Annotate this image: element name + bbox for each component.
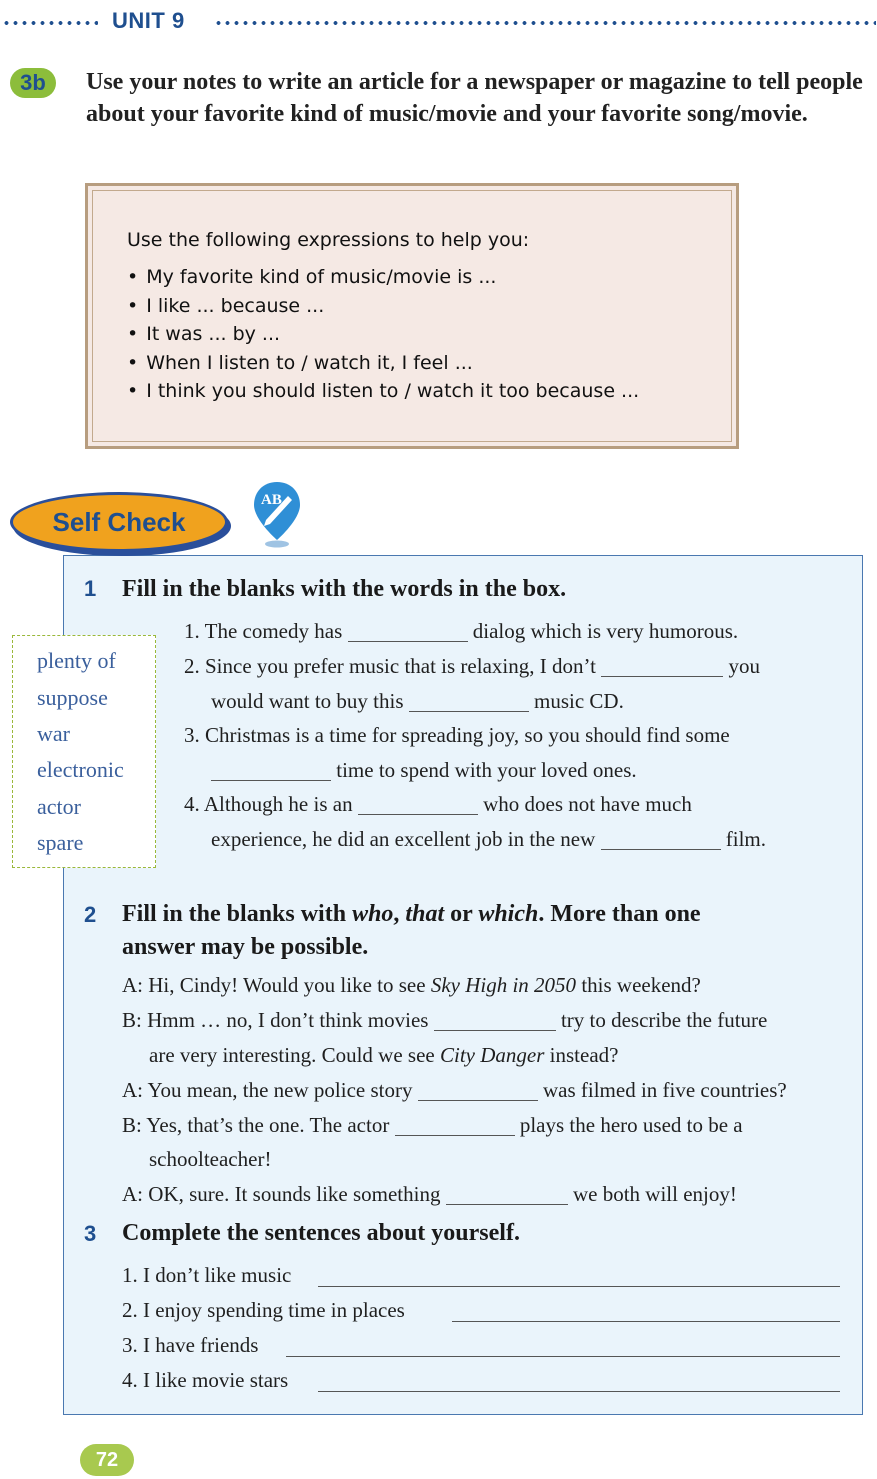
title-word: which bbox=[478, 901, 539, 927]
title-text: Fill in the blanks with bbox=[122, 901, 353, 927]
expressions-box bbox=[85, 183, 739, 449]
answer-line[interactable] bbox=[452, 1305, 840, 1322]
exercise-1-item bbox=[184, 792, 692, 817]
exercise-1-item bbox=[184, 619, 738, 644]
dialog-text: A: OK, sure. It sounds like something bbox=[122, 1182, 441, 1206]
item-text: I enjoy spending time in places bbox=[143, 1298, 405, 1322]
item-number: 3. bbox=[122, 1333, 138, 1357]
exercise-1-item-continued bbox=[211, 758, 637, 783]
section-2-title-line-2: answer may be possible. bbox=[122, 934, 369, 960]
exercise-3-item bbox=[122, 1298, 405, 1323]
answer-blank[interactable] bbox=[601, 828, 721, 850]
section-2-title bbox=[122, 898, 701, 931]
exercise-3-item bbox=[122, 1263, 291, 1288]
dialog-text: schoolteacher! bbox=[149, 1147, 272, 1171]
answer-blank[interactable] bbox=[601, 655, 723, 677]
exercise-1-item bbox=[184, 723, 730, 748]
exercise-3-item bbox=[122, 1333, 258, 1358]
item-number: 4. bbox=[122, 1368, 138, 1392]
item-text: experience, he did an excellent job in the new bbox=[211, 827, 596, 851]
item-text: would want to buy this bbox=[211, 689, 404, 713]
item-text: time to spend with your loved ones. bbox=[336, 758, 637, 782]
dialog-line bbox=[122, 973, 701, 998]
movie-title: Sky High in 2050 bbox=[430, 973, 577, 997]
answer-blank[interactable] bbox=[211, 759, 331, 781]
item-text: who does not have much bbox=[483, 792, 692, 816]
self-check-badge bbox=[10, 492, 228, 552]
answer-blank[interactable] bbox=[348, 620, 468, 642]
answer-line[interactable] bbox=[318, 1375, 840, 1392]
section-1-title: Fill in the blanks with the words in the box. bbox=[122, 576, 567, 602]
task-instruction-3b: Use your notes to write an article for a newspaper or magazine to tell people about your favorite kind of music/movie and your favorite song/movie. bbox=[86, 69, 863, 127]
answer-blank[interactable] bbox=[434, 1009, 556, 1031]
dialog-text: B: Yes, that’s the one. The actor bbox=[122, 1113, 390, 1137]
item-text: Christmas is a time for spreading joy, so you should find some bbox=[205, 723, 730, 747]
answer-blank[interactable] bbox=[395, 1114, 515, 1136]
dialog-text: A: You mean, the new police story bbox=[122, 1078, 413, 1102]
item-text: music CD. bbox=[534, 689, 624, 713]
dialog-line bbox=[122, 1113, 743, 1138]
dialog-text: instead? bbox=[544, 1043, 619, 1067]
expression-item: • My favorite kind of music/movie is ... bbox=[127, 263, 731, 292]
dialog-line bbox=[122, 1182, 737, 1207]
item-text: Since you prefer music that is relaxing, I don’t bbox=[205, 654, 596, 678]
word-box-item: war bbox=[37, 721, 70, 746]
dialog-text: was filmed in five countries? bbox=[542, 1078, 787, 1102]
item-text: The comedy has bbox=[204, 619, 343, 643]
dialog-line-continued bbox=[149, 1043, 618, 1068]
exercise-1-item-continued bbox=[211, 689, 624, 714]
exercise-1-item-continued bbox=[211, 827, 766, 852]
section-2-number: 2 bbox=[84, 902, 97, 927]
exercise-3-item bbox=[122, 1368, 288, 1393]
answer-blank[interactable] bbox=[409, 690, 529, 712]
self-check-label: Self Check bbox=[52, 507, 186, 537]
dialog-text: plays the hero used to be a bbox=[519, 1113, 743, 1137]
word-box-item: suppose bbox=[37, 685, 108, 710]
title-text: . More than one bbox=[538, 901, 701, 927]
dialog-text: we both will enjoy! bbox=[572, 1182, 737, 1206]
word-box-item: spare bbox=[37, 830, 84, 855]
dotted-rule-right bbox=[214, 20, 876, 26]
page-number: 72 bbox=[80, 1444, 134, 1476]
item-text: I like movie stars bbox=[143, 1368, 289, 1392]
exercise-1-item bbox=[184, 654, 760, 679]
dotted-rule-left bbox=[2, 20, 98, 26]
title-text: or bbox=[444, 901, 479, 927]
item-number: 1. bbox=[184, 619, 200, 643]
item-number: 4. bbox=[184, 792, 200, 816]
title-text: , bbox=[393, 901, 406, 927]
word-box-item: plenty of bbox=[37, 648, 116, 673]
dialog-text: this weekend? bbox=[576, 973, 701, 997]
item-text: Although he is an bbox=[203, 792, 353, 816]
dialog-text: are very interesting. Could we see bbox=[149, 1043, 440, 1067]
item-number: 2. bbox=[122, 1298, 138, 1322]
item-text: film. bbox=[725, 827, 767, 851]
item-number: 1. bbox=[122, 1263, 138, 1287]
unit-title: UNIT 9 bbox=[112, 8, 185, 33]
dialog-line-continued bbox=[149, 1147, 271, 1172]
title-word: that bbox=[405, 901, 445, 927]
dialog-line bbox=[122, 1078, 787, 1103]
dialog-text: B: Hmm … no, I don’t think movies bbox=[122, 1008, 429, 1032]
movie-title: City Danger bbox=[440, 1043, 545, 1067]
dialog-line bbox=[122, 1008, 767, 1033]
section-1-number: 1 bbox=[84, 576, 97, 601]
word-box bbox=[12, 635, 156, 868]
item-text: I don’t like music bbox=[143, 1263, 292, 1287]
task-badge-3b: 3b bbox=[10, 68, 56, 98]
ab-pen-icon bbox=[252, 480, 302, 550]
item-text: dialog which is very humorous. bbox=[472, 619, 739, 643]
expression-item: • I like ... because ... bbox=[127, 292, 731, 321]
section-3-number: 3 bbox=[84, 1221, 97, 1246]
word-box-item: electronic bbox=[37, 757, 124, 782]
item-number: 3. bbox=[184, 723, 200, 747]
section-3-title: Complete the sentences about yourself. bbox=[122, 1220, 520, 1246]
unit-header bbox=[0, 8, 877, 40]
expression-item: • It was ... by ... bbox=[127, 320, 731, 349]
title-word: who bbox=[352, 901, 394, 927]
expression-item: • I think you should listen to / watch it too because ... bbox=[127, 377, 731, 406]
answer-line[interactable] bbox=[286, 1340, 840, 1357]
expression-item: • When I listen to / watch it, I feel ... bbox=[127, 349, 731, 378]
answer-blank[interactable] bbox=[446, 1183, 568, 1205]
expressions-box-inner bbox=[92, 190, 732, 442]
item-text: I have friends bbox=[143, 1333, 259, 1357]
word-box-item: actor bbox=[37, 794, 81, 819]
expressions-heading: Use the following expressions to help you: bbox=[127, 229, 530, 251]
item-number: 2. bbox=[184, 654, 200, 678]
answer-blank[interactable] bbox=[358, 793, 478, 815]
dialog-text: A: Hi, Cindy! Would you like to see bbox=[122, 973, 431, 997]
answer-blank[interactable] bbox=[418, 1079, 538, 1101]
item-text: you bbox=[728, 654, 760, 678]
dialog-text: try to describe the future bbox=[560, 1008, 768, 1032]
ab-icon-text: AB bbox=[261, 492, 282, 508]
answer-line[interactable] bbox=[318, 1270, 840, 1287]
